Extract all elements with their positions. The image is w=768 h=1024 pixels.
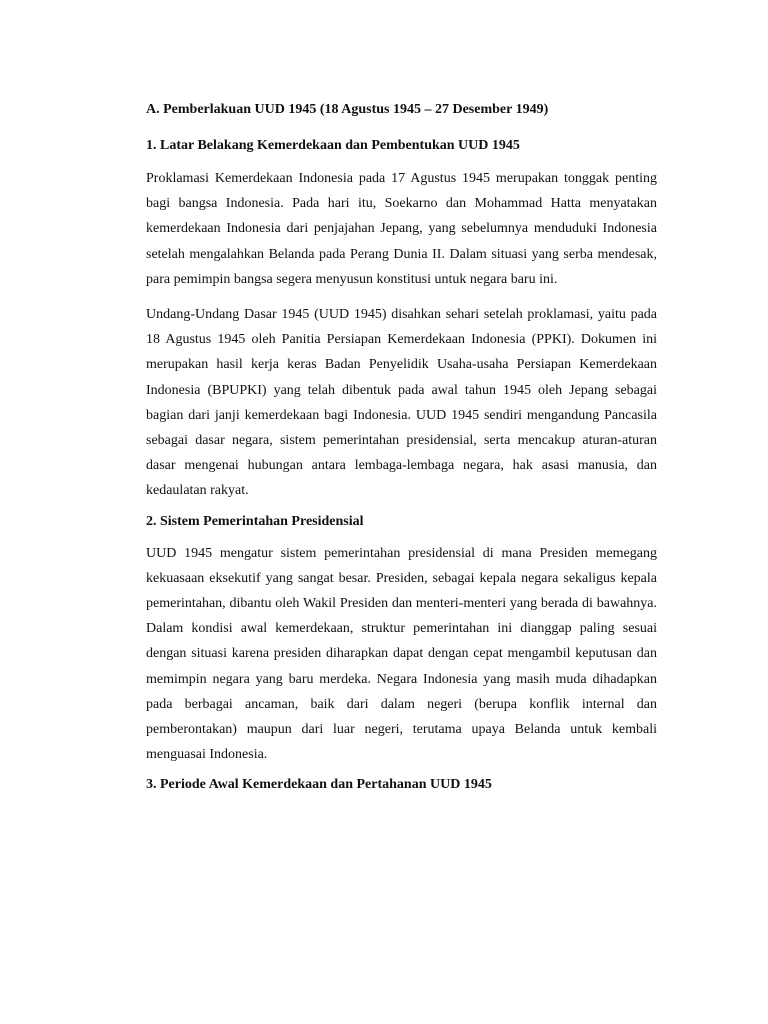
- paragraph-proklamasi: Proklamasi Kemerdekaan Indonesia pada 17 Agustus 1945 merupakan tonggak penting bagi bangsa Indonesia. Pada hari itu, Soekarno dan Mohammad Hatta menyatakan kemerdekaan Indonesia dari penjajahan Jepang, yang sebelumnya menduduki Indonesia setelah mengalahkan Belanda pada Perang Dunia II. Dalam situasi yang serba mendesak, para pemimpin bangsa segera menyusun konstitusi untuk negara baru ini.: [146, 171, 657, 287]
- paragraph-presidensial: UUD 1945 mengatur sistem pemerintahan presidensial di mana Presiden memegang kekuasaan eksekutif yang sangat besar. Presiden, sebagai kepala negara sekaligus kepala pemerintahan, dibantu oleh Wakil Presiden dan menteri-menteri yang berada di bawahnya. Dalam kondisi awal kemerdekaan, struktur pemerintahan ini dianggap paling sesuai dengan situasi karena presiden diharapkan dapat dengan cepat mengambil keputusan dan memimpin negara yang baru merdeka. Negara Indonesia yang masih muda dihadapkan pada berbagai ancaman, baik dari dalam negeri (berupa konflik internal dan pemberontakan) maupun dari luar negeri, terutama upaya Belanda untuk kembali menguasai Indonesia.: [146, 545, 657, 763]
- heading-sistem-presidensial: 2. Sistem Pemerintahan Presidensial: [146, 513, 364, 529]
- heading-latar-belakang: 1. Latar Belakang Kemerdekaan dan Pembentukan UUD 1945: [146, 138, 520, 153]
- document-page: [146, 100, 657, 795]
- section-title: A. Pemberlakuan UUD 1945 (18 Agustus 1945 – 27 Desember 1949): [146, 102, 549, 117]
- paragraph-uud-1945: Undang-Undang Dasar 1945 (UUD 1945) disahkan sehari setelah proklamasi, yaitu pada 18 Agustus 1945 oleh Panitia Persiapan Kemerdekaan Indonesia (PPKI). Dokumen ini merupakan hasil kerja keras Badan Penyelidik Usaha-usaha Persiapan Kemerdekaan Indonesia (BPUPKI) yang telah dibentuk pada awal tahun 1945 oleh Jepang sebagai bagian dari janji kemerdekaan bagi Indonesia. UUD 1945 sendiri mengandung Pancasila sebagai dasar negara, sistem pemerintahan presidensial, serta mencakup aturan-aturan dasar mengenai hubungan antara lembaga-lembaga negara, hak asasi manusia, dan kedaulatan rakyat.: [146, 307, 657, 499]
- heading-periode-awal: 3. Periode Awal Kemerdekaan dan Pertahanan UUD 1945: [146, 777, 492, 793]
